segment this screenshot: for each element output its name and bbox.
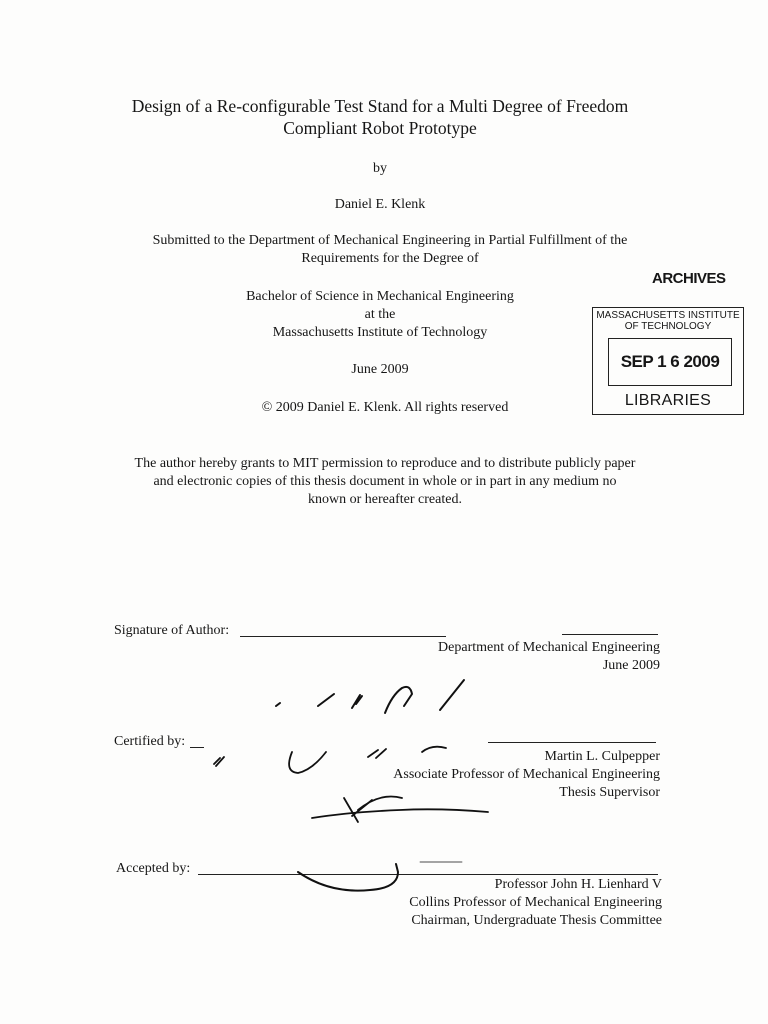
archives-stamp-label: ARCHIVES — [652, 270, 726, 287]
supervisor-name: Martin L. Culpepper — [544, 749, 660, 764]
author-date: June 2009 — [602, 658, 660, 673]
title-line-2: Compliant Robot Prototype — [283, 118, 477, 138]
author-name: Daniel E. Klenk — [334, 197, 426, 212]
submission-line-1: Submitted to the Department of Mechanical Engineering in Partial Fulfillment of the — [152, 233, 628, 248]
degree-line-2: at the — [364, 307, 396, 322]
author-handwritten-signature — [276, 680, 464, 713]
chairman-title: Collins Professor of Mechanical Engineering — [409, 895, 662, 910]
certified-by-label: Certified by: — [114, 734, 186, 749]
degree-line-1: Bachelor of Science in Mechanical Engineering — [246, 289, 514, 304]
title-line-1: Design of a Re-configurable Test Stand for a Multi Degree of Freedom — [131, 96, 629, 116]
author-signature-label: Signature of Author: — [114, 623, 230, 638]
chairman-handwritten-signature — [298, 862, 462, 891]
supervisor-title: Associate Professor of Mechanical Engineering — [393, 767, 660, 782]
supervisor-handwritten-signature — [214, 747, 488, 822]
supervisor-role: Thesis Supervisor — [559, 785, 660, 800]
submission-date: June 2009 — [351, 362, 409, 377]
stamp-date: SEP 1 6 2009 — [608, 338, 732, 386]
stamp-institute-line-2: OF TECHNOLOGY — [624, 321, 712, 332]
grant-line-3: known or hereafter created. — [308, 492, 462, 507]
by-text: by — [373, 161, 387, 176]
copyright-notice: © 2009 Daniel E. Klenk. All rights reserved — [261, 400, 509, 415]
submission-line-2: Requirements for the Degree of — [301, 251, 479, 266]
chairman-name: Professor John H. Lienhard V — [494, 877, 662, 892]
accepted-by-label: Accepted by: — [116, 861, 191, 876]
degree-line-3: Massachusetts Institute of Technology — [272, 325, 488, 340]
author-department: Department of Mechanical Engineering — [438, 640, 660, 655]
grant-line-1: The author hereby grants to MIT permission to reproduce and to distribute publicly paper — [134, 456, 636, 471]
stamp-libraries: LIBRARIES — [624, 392, 712, 409]
grant-line-2: and electronic copies of this thesis document in whole or in part in any medium no — [153, 474, 617, 489]
chairman-role: Chairman, Undergraduate Thesis Committee — [411, 913, 662, 928]
stamp-institute-line-1: MASSACHUSETTS INSTITUTE — [596, 310, 740, 321]
